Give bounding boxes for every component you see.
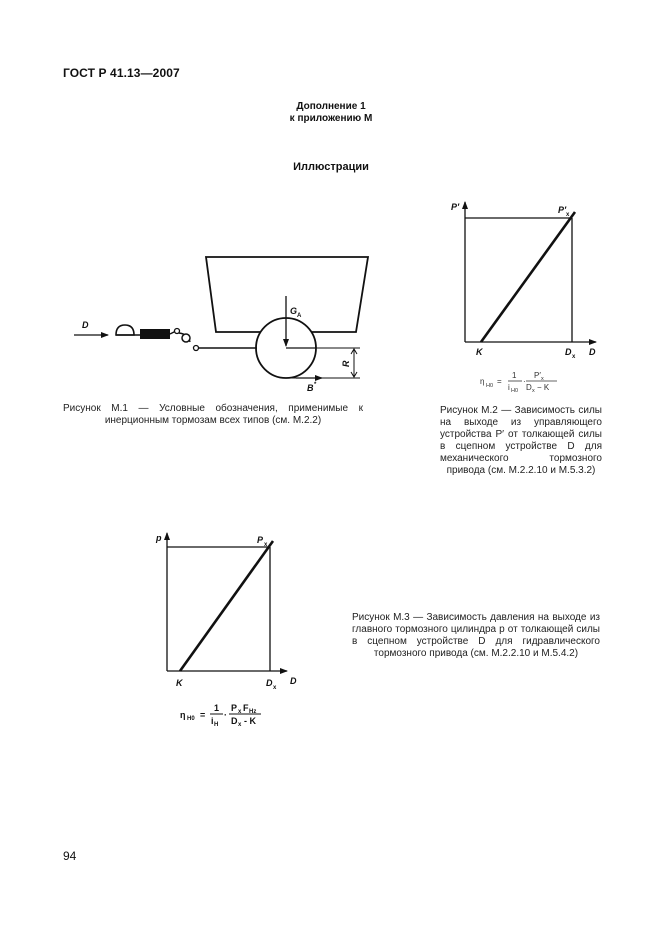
- supplement-title: Дополнение 1: [296, 101, 366, 112]
- page-number: 94: [63, 849, 77, 863]
- svg-text:D: D: [526, 383, 532, 392]
- spring-damper: [140, 329, 170, 339]
- svg-text:P: P: [231, 703, 238, 713]
- svg-text:D: D: [231, 716, 238, 726]
- figure2-chart: [451, 202, 596, 394]
- reaction-label: B: [307, 383, 314, 393]
- svg-text:- K: - K: [244, 716, 256, 726]
- svg-text:H0: H0: [486, 383, 494, 389]
- fig2-peak-label: P′: [558, 205, 567, 215]
- fig3-formula: [180, 703, 261, 728]
- svg-text:1: 1: [214, 703, 220, 713]
- fig3-dx-sub: x: [273, 685, 277, 691]
- fig2-dx-sub: x: [572, 354, 576, 360]
- coupling-head: [116, 325, 134, 335]
- svg-text:i: i: [508, 383, 510, 392]
- fig2-y-label: P′: [451, 202, 460, 212]
- svg-text:x: x: [541, 376, 544, 382]
- svg-text:x: x: [238, 722, 242, 728]
- fig2-dx-label: D: [565, 347, 572, 357]
- pivot-lower: [194, 346, 199, 351]
- svg-text:i: i: [211, 716, 214, 726]
- svg-text:η: η: [480, 377, 485, 386]
- reaction-superscript: *: [314, 382, 317, 388]
- section-title: Иллюстрации: [293, 161, 369, 173]
- linkage-joint: [182, 334, 190, 342]
- svg-text:·: ·: [523, 377, 526, 386]
- fig3-dx-label: D: [266, 678, 273, 688]
- fig2-origin-label: K: [476, 347, 483, 357]
- figure2-caption: Рисунок М.2 — Зависимость силы на выходе из управляющего устройства P′ от толкающей силы в сцепном устройстве D для механического тормозного привода (см. М.2.2.10 и М.5.3.2): [440, 405, 602, 476]
- fig3-peak-label: P: [257, 535, 264, 545]
- document-header: ГОСТ Р 41.13—2007: [63, 66, 180, 80]
- fig3-peak-sub: x: [264, 542, 268, 548]
- force-d-label: D: [82, 320, 89, 330]
- fig2-formula: [480, 371, 557, 394]
- fig3-origin-label: K: [176, 678, 183, 688]
- svg-text:− K: − K: [537, 383, 550, 392]
- svg-text:H0: H0: [187, 716, 195, 722]
- svg-text:x: x: [532, 388, 535, 394]
- radius-label: R: [341, 360, 351, 367]
- fig2-peak-sub: x: [566, 212, 570, 218]
- svg-text:H0: H0: [511, 388, 519, 394]
- svg-text:Hz: Hz: [249, 709, 257, 715]
- svg-text:P′: P′: [534, 371, 541, 380]
- svg-text:=: =: [200, 710, 206, 720]
- svg-text:η: η: [180, 710, 186, 720]
- fig3-characteristic-line: [180, 541, 273, 671]
- fig3-y-label: p: [156, 533, 162, 543]
- svg-text:F: F: [243, 703, 249, 713]
- svg-text:·: ·: [224, 710, 227, 720]
- svg-text:=: =: [497, 377, 502, 386]
- fig2-x-label: D: [589, 347, 596, 357]
- figure1-caption: Рисунок М.1 — Условные обозначения, применимые к инерционным тормозам всех типов (см. М.2.2): [63, 403, 363, 426]
- fig3-x-label: D: [290, 676, 297, 686]
- svg-text:x: x: [238, 709, 242, 715]
- svg-text:1: 1: [512, 371, 517, 380]
- figure3-caption: Рисунок М.3 — Зависимость давления на выходе из главного тормозного цилиндра p от толкающей силы в сцепном устройстве D для гидравлического тормозного привода (см. М.2.2.10 и М.5.4.2): [352, 612, 600, 659]
- weight-label: G: [290, 306, 298, 316]
- pivot-upper: [175, 329, 180, 334]
- weight-subscript: A: [297, 313, 302, 319]
- supplement-subtitle: к приложению М: [289, 113, 373, 124]
- svg-text:H: H: [214, 722, 219, 728]
- fig2-characteristic-line: [481, 212, 575, 342]
- figure3-chart: [155, 533, 297, 728]
- figure1-diagram: [74, 257, 368, 393]
